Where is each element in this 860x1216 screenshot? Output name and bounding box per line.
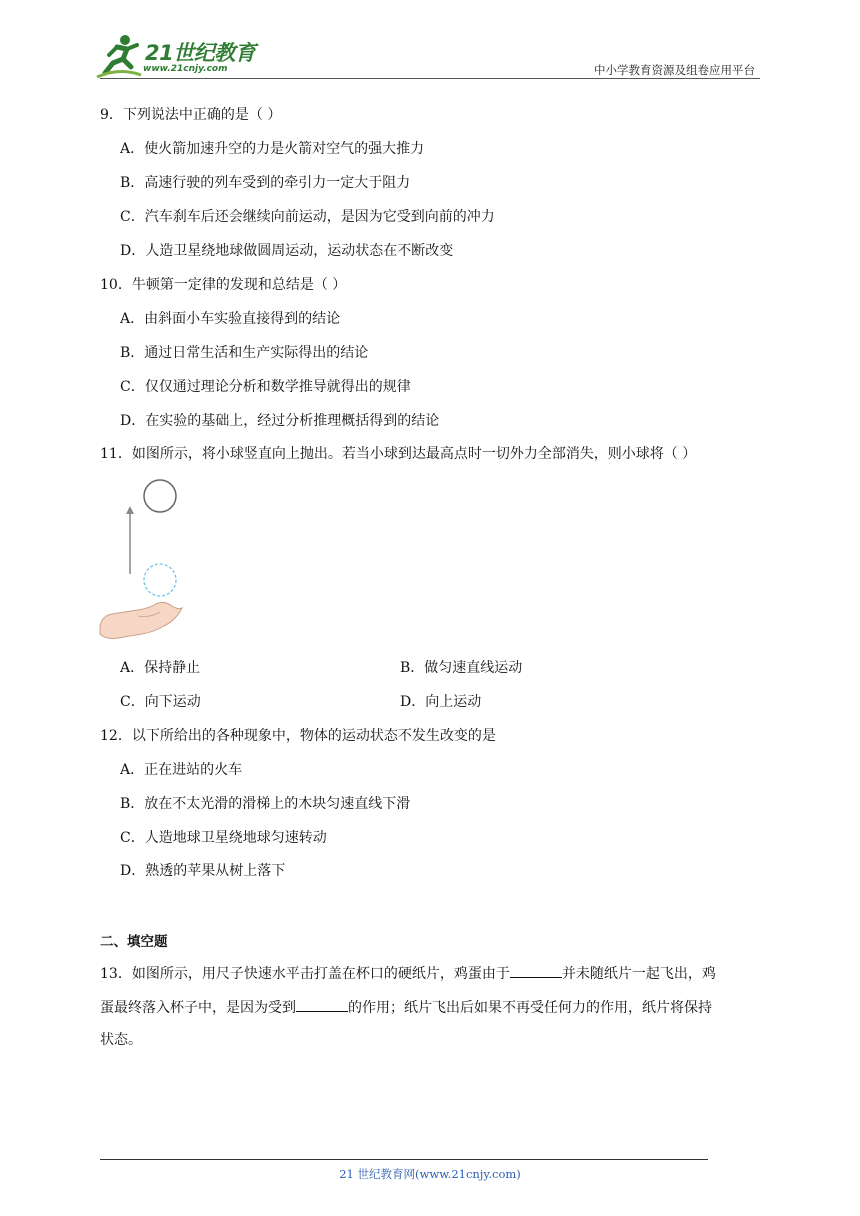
header-tagline: 中小学教育资源及组卷应用平台 (594, 63, 755, 77)
logo-url: www.21cnjy.com (143, 64, 228, 74)
question-10-option-a: A．由斜面小车实验直接得到的结论 (120, 311, 341, 327)
question-13-line-3: 状态。 (100, 1032, 142, 1048)
ball-throw-figure (98, 476, 193, 646)
question-12-option-d: D．熟透的苹果从树上落下 (120, 863, 286, 879)
question-9-option-a: A．使火箭加速升空的力是火箭对空气的强大推力 (120, 141, 425, 157)
question-13-line-2 (100, 997, 712, 1017)
arrow-head (126, 506, 134, 514)
answer-blank-1[interactable] (510, 963, 562, 978)
top-ball (144, 480, 176, 512)
hand (100, 602, 182, 638)
question-9-option-d: D．人造卫星绕地球做圆周运动，运动状态在不断改变 (120, 243, 454, 259)
question-12-option-c: C．人造地球卫星绕地球匀速转动 (120, 830, 327, 846)
question-13-line-1 (100, 963, 716, 983)
answer-blank-2[interactable] (296, 997, 348, 1012)
footer-text: 21 世纪教育网(www.21cnjy.com) (339, 1167, 521, 1181)
footer-divider (100, 1159, 708, 1160)
q13-text-4: 的作用；纸片飞出后如果不再受任何力的作用，纸片将保持 (348, 1000, 712, 1016)
header-divider (100, 78, 760, 79)
question-11-option-c: C．向下运动 (120, 694, 201, 710)
question-10-option-b: B．通过日常生活和生产实际得出的结论 (120, 345, 369, 361)
q13-text-2: 并未随纸片一起飞出，鸡 (561, 966, 716, 982)
site-logo (95, 33, 265, 79)
question-12-option-a: A．正在进站的火车 (120, 762, 243, 778)
question-10-option-d: D．在实验的基础上，经过分析推理概括得到的结论 (120, 413, 440, 429)
q13-text-1: 13．如图所示，用尺子快速水平击打盖在杯口的硬纸片，鸡蛋由于 (100, 966, 510, 982)
question-11-option-d: D．向上运动 (400, 694, 482, 710)
logo-text: 21世纪教育 (145, 41, 256, 65)
question-11-stem: 11．如图所示，将小球竖直向上抛出。若当小球到达最高点时一切外力全部消失，则小球将（ ） (100, 446, 697, 462)
section-title: 二、填空题 (100, 934, 168, 950)
question-9-option-b: B．高速行驶的列车受到的牵引力一定大于阻力 (120, 175, 411, 191)
question-10-stem: 10．牛顿第一定律的发现和总结是（ ） (100, 277, 347, 293)
question-11-option-a: A．保持静止 (120, 660, 201, 676)
question-9-stem: 9．下列说法中正确的是（ ） (100, 107, 282, 123)
q13-text-3: 蛋最终落入杯子中，是因为受到 (100, 1000, 296, 1016)
question-10-option-c: C．仅仅通过理论分析和数学推导就得出的规律 (120, 379, 411, 395)
start-ball (144, 564, 176, 596)
question-11-option-b: B．做匀速直线运动 (400, 660, 523, 676)
question-12-stem: 12．以下所给出的各种现象中，物体的运动状态不发生改变的是 (100, 728, 496, 744)
runner-logo-icon (95, 33, 143, 79)
question-9-option-c: C．汽车刹车后还会继续向前运动，是因为它受到向前的冲力 (120, 209, 495, 225)
question-12-option-b: B．放在不太光滑的滑梯上的木块匀速直线下滑 (120, 796, 411, 812)
